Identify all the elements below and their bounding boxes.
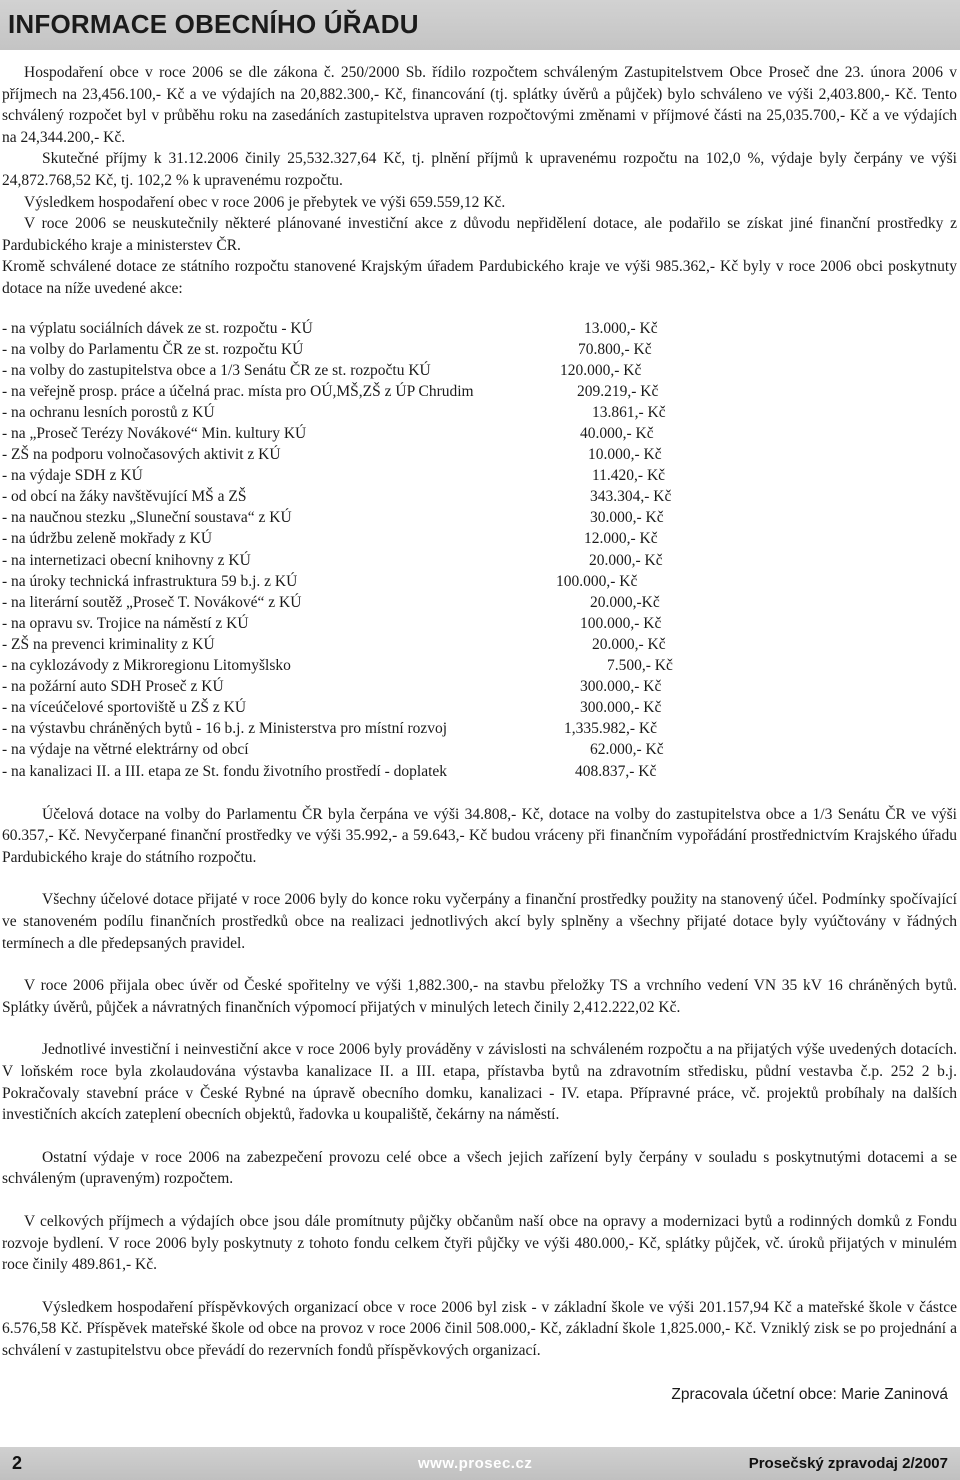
grant-row (0, 381, 960, 402)
grant-amount: 1,335.982,- Kč (564, 720, 657, 738)
grant-row (0, 613, 960, 634)
grant-amount: 300.000,- Kč (580, 678, 662, 696)
paragraph-investments: V roce 2006 se neuskutečnily některé plánované investiční akce z důvodu nepřidělení dotace, ale podařilo se získat jiné finanční prostředky z Pardubického kraje a ministerstev ČR. (2, 215, 957, 254)
grant-row (0, 739, 960, 760)
paragraph-election-grants: Účelová dotace na volby do Parlamentu ČR byla čerpána ve výši 34.808,- Kč, dotace na volby do zastupitelstva obce a 1/3 Senátu ČR ve výši 60.357,- Kč. Nevyčerpané finanční prostředky ve výši 35.992,- a 59.643,- Kč budou vráceny při finančním vypořádání prostřednictvím Krajského úřadu Pardubického kraje do státního rozpočtu. (2, 805, 957, 866)
grant-row (0, 339, 960, 360)
grant-row (0, 360, 960, 381)
grant-row (0, 550, 960, 571)
grant-amount: 62.000,- Kč (590, 741, 664, 759)
page-number: 2 (12, 1453, 23, 1473)
paragraph-budget: Hospodaření obce v roce 2006 se dle zákona č. 250/2000 Sb. řídilo rozpočtem schváleným Zastupitelstvem Obce Proseč dne 23. února 2006 v příjmech na 23,456.100,- Kč a ve výdajích na 20,882.300,- Kč, financování (tj. splátky úvěrů a půjček) bylo schváleno ve výši 2,403.800,- Kč. Tento schválený rozpočet byl v průběhu roku na zasedáních zastupitelstva upraven rozpočtovými změnami v příjmové části na 25,035.700,- Kč a ve výdajích na 24,344.200,- Kč. (2, 64, 957, 146)
grant-item: - na volby do Parlamentu ČR ze st. rozpočtu KÚ (2, 340, 304, 358)
grant-item: - na výstavbu chráněných bytů - 16 b.j. z Ministerstva pro místní rozvoj (2, 720, 448, 738)
grant-row (0, 423, 960, 444)
grant-item: - na „Proseč Terézy Novákové“ Min. kultury KÚ (2, 425, 307, 442)
grant-row (0, 465, 960, 486)
grant-item: - na úroky technická infrastruktura 59 b.j. z KÚ (2, 572, 298, 590)
grant-amount: 70.800,- Kč (578, 340, 652, 358)
grant-item: - od obcí na žáky navštěvující MŠ a ZŠ (2, 488, 247, 506)
grant-row (0, 486, 960, 507)
grant-amount: 20.000,- Kč (592, 635, 666, 653)
paragraph-organizations: Výsledkem hospodaření příspěvkových organizací obce v roce 2006 byl zisk - v základní škole ve výši 201.157,94 Kč a mateřské škole v částce 6.576,58 Kč. Příspěvek mateřské škole od obce na provoz v roce 2006 činil 508.000,- Kč, základní škole 1,825.000,- Kč. Vzniklý zisk se po projednání a schválení v zastupitelstvu obce převádí do rezervních fondů příspěvkových organizací. (2, 1298, 957, 1359)
grant-item: - na cyklozávody z Mikroregionu Litomyšlsko (2, 657, 291, 675)
grant-row (0, 634, 960, 655)
page-footer (0, 1447, 960, 1480)
grant-amount: 300.000,- Kč (580, 699, 662, 717)
grant-row (0, 718, 960, 739)
paragraph-grants-intro: Kromě schválené dotace ze státního rozpočtu stanovené Krajským úřadem Pardubického kraje ve výši 985.362,- Kč byly v roce 2006 obci poskytnuty dotace na níže uvedené akce: (2, 258, 957, 297)
grant-item: - na naučnou stezku „Sluneční soustava“ z KÚ (2, 509, 292, 527)
grant-amount: 30.000,- Kč (590, 509, 664, 527)
paragraph-actual-revenues: Skutečné příjmy k 31.12.2006 činily 25,532.327,64 Kč, tj. plnění příjmů k upravenému rozpočtu na 102,0 %, výdaje byly čerpány ve výši 24,872.768,52 Kč, tj. 102,2 % k upravenému rozpočtu. (2, 150, 957, 189)
grant-amount: 40.000,- Kč (580, 425, 654, 442)
grant-item: - na ochranu lesních porostů z KÚ (2, 403, 215, 421)
paragraph-surplus: Výsledkem hospodaření obec v roce 2006 je přebytek ve výši 659.559,12 Kč. (24, 193, 506, 211)
grant-amount: 20.000,- Kč (589, 551, 663, 569)
signature: Zpracovala účetní obce: Marie Zaninová (671, 1386, 948, 1403)
grant-row (0, 655, 960, 676)
grant-list (0, 318, 960, 782)
grant-row (0, 507, 960, 528)
grant-row (0, 444, 960, 465)
section-title: INFORMACE OBECNÍHO ÚŘADU (8, 9, 419, 39)
grant-row (0, 676, 960, 697)
grant-amount: 12.000,- Kč (584, 530, 658, 548)
grant-amount: 100.000,- Kč (556, 572, 638, 590)
grant-item: - na literární soutěž „Proseč T. Novákové“ z KÚ (2, 593, 302, 611)
grant-item: - na víceúčelové sportoviště u ZŠ z KÚ (2, 699, 247, 717)
grant-item: - ZŠ na prevenci kriminality z KÚ (2, 635, 215, 653)
grant-amount: 11.420,- Kč (592, 467, 666, 485)
grant-row (0, 592, 960, 613)
grant-item: - na kanalizaci II. a III. etapa ze St. fondu životního prostředí - doplatek (2, 762, 448, 780)
grant-amount: 408.837,- Kč (575, 762, 657, 780)
grant-item: - na veřejně prosp. práce a účelná prac. místa pro OÚ,MŠ,ZŠ z ÚP Chrudim (2, 382, 474, 400)
grant-amount: 120.000,- Kč (560, 361, 642, 379)
grant-row (0, 571, 960, 592)
grant-amount: 100.000,- Kč (580, 614, 662, 632)
grant-amount: 20.000,-Kč (590, 593, 660, 611)
grant-item: - na výdaje na větrné elektrárny od obcí (2, 741, 249, 759)
grant-item: - na požární auto SDH Proseč z KÚ (2, 678, 224, 696)
magazine-issue: Prosečský zpravodaj 2/2007 (748, 1455, 948, 1472)
grant-item: - na výplatu sociálních dávek ze st. rozpočtu - KÚ (2, 319, 313, 337)
grant-item: - na volby do zastupitelstva obce a 1/3 Senátu ČR ze st. rozpočtu KÚ (2, 361, 431, 379)
grant-item: - ZŠ na podporu volnočasových aktivit z KÚ (2, 446, 281, 464)
grant-item: - na internetizaci obecní knihovny z KÚ (2, 551, 251, 569)
grant-item: - na výdaje SDH z KÚ (2, 467, 143, 485)
page-header (0, 0, 960, 50)
grant-amount: 209.219,- Kč (577, 382, 659, 400)
grant-row (0, 697, 960, 718)
paragraph-grant-usage: Všechny účelové dotace přijaté v roce 2006 byly do konce roku vyčerpány a finanční prostředky použity na stanovený účel. Podmínky spočívající ve stanoveném podílu finančních prostředků obce na realizaci jednotlivých akcí byly splněny a všechny přijaté dotace byly vyúčtovány v řádných termínech a dle předepsaných pravidel. (2, 891, 957, 952)
paragraph-housing-fund: V celkových příjmech a výdajích obce jsou dále promítnuty půjčky občanům naší obce na opravy a modernizaci bytů a rodinných domků z Fondu rozvoje bydlení. V roce 2006 byly poskytnuty z tohoto fondu celkem čtyři půjčky ve výši 480.000,- Kč, splátky půjček, vč. úroků přijatých v minulém roce činily 489.861,- Kč. (2, 1212, 957, 1274)
article-body (0, 62, 960, 1361)
grant-amount: 343.304,- Kč (590, 488, 672, 506)
grant-row (0, 528, 960, 549)
grant-amount: 10.000,- Kč (588, 446, 662, 464)
paragraph-other-expenses: Ostatní výdaje v roce 2006 na zabezpečení provozu celé obce a všech jejich zařízení byly čerpány v souladu s poskytnutými dotacemi a se schváleným (upraveným) rozpočtem. (2, 1148, 957, 1188)
grant-row (0, 761, 960, 782)
grant-item: - na opravu sv. Trojice na náměstí z KÚ (2, 614, 249, 632)
grant-amount: 7.500,- Kč (607, 657, 673, 675)
paragraph-loan: V roce 2006 přijala obec úvěr od České spořitelny ve výši 1,882.300,- na stavbu přeložky TS a vrchního vedení VN 35 kV 16 chráněných bytů. Splátky úvěrů, půjček a návratných finančních výpomocí přijatých v minulých letech činily 2,412.222,02 Kč. (2, 977, 957, 1016)
grant-row (0, 402, 960, 423)
paragraph-projects: Jednotlivé investiční i neinvestiční akce v roce 2006 byly prováděny v závislosti na schváleném rozpočtu a na přijatých výše uvedených dotacích. V loňském roce byla zkolaudována výstavba kanalizace II. a III. etapa, přístavba bytů na zdravotním středisku, půdní vestavba č.p. 252 2 b.j. Pokračovaly stavební práce v České Rybné na úpravě obecního domku, kanalizaci - IV. etapa. Přípravné práce, vč. projektů probíhaly na dalších investičních akcích zateplení obecních objektů, řadovka u koupaliště, čekárny na náměstí. (2, 1041, 957, 1124)
grant-row (0, 318, 960, 339)
grant-amount: 13.861,- Kč (592, 403, 666, 421)
grant-amount: 13.000,- Kč (584, 319, 658, 337)
website-link[interactable]: www.prosec.cz (418, 1455, 533, 1472)
grant-item: - na údržbu zeleně mokřady z KÚ (2, 530, 213, 548)
